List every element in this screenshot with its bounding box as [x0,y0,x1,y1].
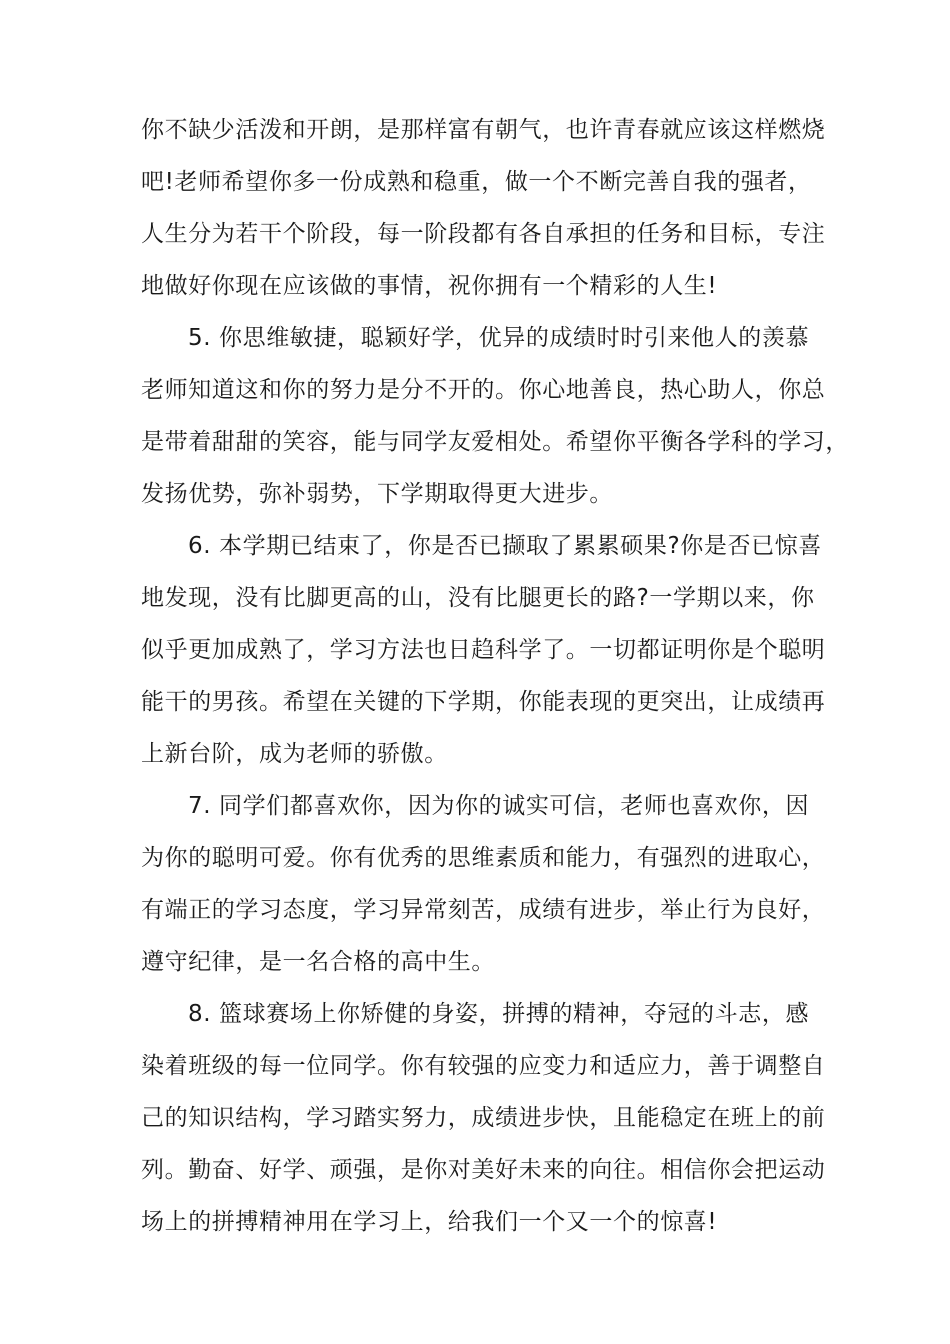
paragraph-5-start: 5. 你思维敏捷，聪颖好学，优异的成绩时时引来他人的羡慕 [188,325,810,351]
paragraph-8-start: 8. 篮球赛场上你矫健的身姿，拼搏的精神，夺冠的斗志，感 [188,1001,810,1027]
paragraph-6-start: 6. 本学期已结束了，你是否已撷取了累累硕果?你是否已惊喜 [188,533,822,559]
text-line: 是带着甜甜的笑容，能与同学友爱相处。希望你平衡各学科的学习， [141,429,849,455]
paragraph-7-start: 7. 同学们都喜欢你，因为你的诚实可信，老师也喜欢你，因 [188,793,810,819]
text-line: 场上的拼搏精神用在学习上，给我们一个又一个的惊喜! [141,1209,718,1235]
text-line: 己的知识结构，学习踏实努力，成绩进步快，且能稳定在班上的前 [141,1105,826,1131]
text-line: 似乎更加成熟了，学习方法也日趋科学了。一切都证明你是个聪明 [141,637,826,663]
text-line: 吧!老师希望你多一份成熟和稳重，做一个不断完善自我的强者， [141,169,812,195]
text-line: 人生分为若干个阶段，每一阶段都有各自承担的任务和目标，专注 [141,221,826,247]
text-line: 地发现，没有比脚更高的山，没有比腿更长的路?一学期以来，你 [141,585,815,611]
text-line: 列。勤奋、好学、顽强，是你对美好未来的向往。相信你会把运动 [141,1157,826,1183]
text-line: 能干的男孩。希望在关键的下学期，你能表现的更突出，让成绩再 [141,689,826,715]
text-line: 染着班级的每一位同学。你有较强的应变力和适应力，善于调整自 [141,1053,826,1079]
text-line: 有端正的学习态度，学习异常刻苦，成绩有进步，举止行为良好， [141,897,826,923]
text-line: 你不缺少活泼和开朗，是那样富有朝气，也许青春就应该这样燃烧 [141,117,826,143]
text-line: 遵守纪律，是一名合格的高中生。 [141,949,495,975]
text-line: 地做好你现在应该做的事情，祝你拥有一个精彩的人生! [141,273,718,299]
text-line: 老师知道这和你的努力是分不开的。你心地善良，热心助人，你总 [141,377,826,403]
text-line: 上新台阶，成为老师的骄傲。 [141,741,448,767]
text-line: 为你的聪明可爱。你有优秀的思维素质和能力，有强烈的进取心， [141,845,826,871]
text-line: 发扬优势，弥补弱势，下学期取得更大进步。 [141,481,613,507]
